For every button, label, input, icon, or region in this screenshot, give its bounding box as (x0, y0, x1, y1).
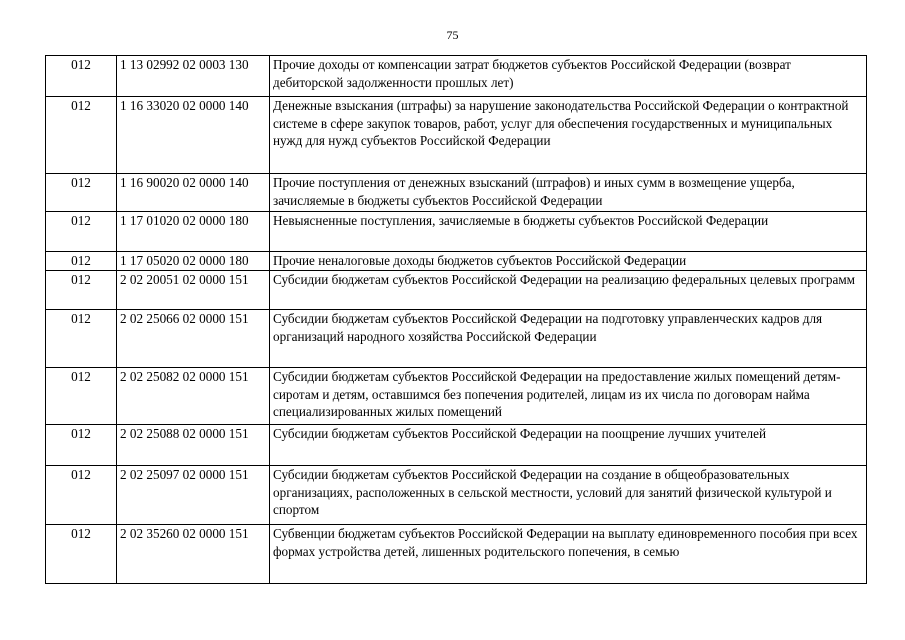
budget-code-cell: 2 02 25082 02 0000 151 (117, 368, 270, 425)
budget-code-cell: 1 16 33020 02 0000 140 (117, 97, 270, 174)
income-name-cell: Прочие поступления от денежных взысканий (штрафов) и иных сумм в возмещение ущерба, зачисляемые в бюджеты субъектов Российской Федерации (270, 174, 867, 212)
table-row (46, 310, 867, 368)
admin-code-cell: 012 (46, 252, 117, 271)
income-name-cell: Прочие доходы от компенсации затрат бюджетов субъектов Российской Федерации (возврат дебиторской задолженности прошлых лет) (270, 56, 867, 97)
income-name-cell: Невыясненные поступления, зачисляемые в бюджеты субъектов Российской Федерации (270, 212, 867, 252)
table-row (46, 252, 867, 271)
admin-code-cell: 012 (46, 212, 117, 252)
admin-code-cell: 012 (46, 310, 117, 368)
table-row (46, 271, 867, 310)
admin-code-cell: 012 (46, 56, 117, 97)
budget-code-cell: 2 02 25088 02 0000 151 (117, 425, 270, 466)
table-row (46, 525, 867, 584)
table-row (46, 174, 867, 212)
income-name-cell: Субсидии бюджетам субъектов Российской Федерации на предоставление жилых помещений детям-сиротам и детям, оставшимся без попечения родителей, лицам из их числа по договорам найма специализированных жилых помещений (270, 368, 867, 425)
budget-code-cell: 1 13 02992 02 0003 130 (117, 56, 270, 97)
table-row (46, 368, 867, 425)
admin-code-cell: 012 (46, 174, 117, 212)
income-name-cell: Субвенции бюджетам субъектов Российской Федерации на выплату единовременного пособия при всех формах устройства детей, лишенных родительского попечения, в семью (270, 525, 867, 584)
admin-code-cell: 012 (46, 425, 117, 466)
budget-code-cell: 1 17 01020 02 0000 180 (117, 212, 270, 252)
budget-code-cell: 2 02 35260 02 0000 151 (117, 525, 270, 584)
table-row (46, 56, 867, 97)
income-name-cell: Субсидии бюджетам субъектов Российской Федерации на поощрение лучших учителей (270, 425, 867, 466)
admin-code-cell: 012 (46, 271, 117, 310)
table-row (46, 97, 867, 174)
admin-code-cell: 012 (46, 97, 117, 174)
budget-code-cell: 2 02 20051 02 0000 151 (117, 271, 270, 310)
table-row (46, 212, 867, 252)
admin-code-cell: 012 (46, 466, 117, 525)
budget-code-cell: 2 02 25066 02 0000 151 (117, 310, 270, 368)
income-name-cell: Субсидии бюджетам субъектов Российской Федерации на подготовку управленческих кадров для организаций народного хозяйства Российской Федерации (270, 310, 867, 368)
income-name-cell: Субсидии бюджетам субъектов Российской Федерации на создание в общеобразовательных организациях, расположенных в сельской местности, условий для занятий физической культурой и спортом (270, 466, 867, 525)
income-name-cell: Денежные взыскания (штрафы) за нарушение законодательства Российской Федерации о контрактной системе в сфере закупок товаров, работ, услуг для обеспечения государственных и муниципальных нужд для нужд субъектов Российской Федерации (270, 97, 867, 174)
budget-code-cell: 1 17 05020 02 0000 180 (117, 252, 270, 271)
budget-code-cell: 1 16 90020 02 0000 140 (117, 174, 270, 212)
income-name-cell: Субсидии бюджетам субъектов Российской Федерации на реализацию федеральных целевых программ (270, 271, 867, 310)
admin-code-cell: 012 (46, 525, 117, 584)
table-row (46, 425, 867, 466)
budget-code-cell: 2 02 25097 02 0000 151 (117, 466, 270, 525)
budget-classification-table (45, 55, 867, 584)
table-row (46, 466, 867, 525)
income-name-cell: Прочие неналоговые доходы бюджетов субъектов Российской Федерации (270, 252, 867, 271)
page-number: 75 (446, 28, 459, 42)
admin-code-cell: 012 (46, 368, 117, 425)
